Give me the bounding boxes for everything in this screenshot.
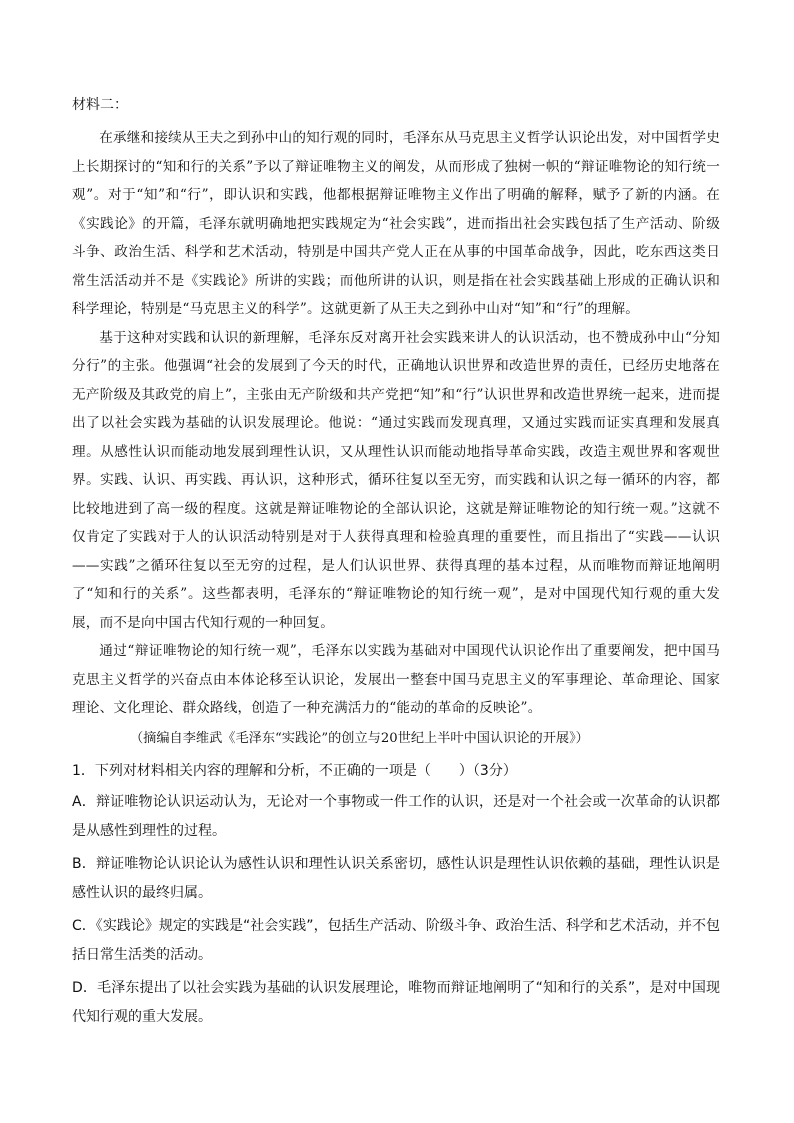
- question-stem: 1．下列对材料相关内容的理解和分析，不正确的一项是（ ）（3分）: [72, 762, 517, 779]
- source-citation: （摘编自李维武《毛泽东“实践论”的创立与20世纪上半叶中国认识论的开展》）: [130, 730, 589, 746]
- question-block: [72, 757, 720, 1032]
- option-c[interactable]: C．《实践论》规定的实践是“社会实践”，包括生产活动、阶级斗争、政治生活、科学和艺术活动，并不包括日常生活类的活动。: [72, 917, 720, 963]
- passage-paragraph-1: 在承继和接续从王夫之到孙中山的知行观的同时，毛泽东从马克思主义哲学认识论出发，对中国哲学史上长期探讨的“知和行的关系”予以了辩证唯物主义的阐发，从而形成了独树一帜的“辩证唯物论的知行统一观”。对于“知”和“行”，即认识和实践，他都根据辩证唯物主义作出了明确的解释，赋予了新的内涵。在《实践论》的开篇，毛泽东就明确地把实践规定为“社会实践”，进而指出社会实践包括了生产活动、阶级斗争、政治生活、科学和艺术活动，特别是中国共产党人正在从事的中国革命战争，因此，吃东西这类日常生活活动并不是《实践论》所讲的实践；而他所讲的认识，则是指在社会实践基础上形成的正确认识和科学理论，特别是“马克思主义的科学”。这就更新了从王夫之到孙中山对“知”和“行”的理解。: [72, 130, 720, 317]
- option-a[interactable]: A．辩证唯物论认识运动认为，无论对一个事物或一件工作的认识，还是对一个社会或一次革命的认识都是从感性到理性的过程。: [72, 793, 720, 839]
- option-d[interactable]: D．毛泽东提出了以社会实践为基础的认识发展理论，唯物而辩证地阐明了“知和行的关系”，是对中国现代知行观的重大发展。: [72, 979, 720, 1025]
- material-title: 材料二：: [72, 97, 128, 113]
- passage-paragraph-2: 基于这种对实践和认识的新理解，毛泽东反对离开社会实践来讲人的认识活动，也不赞成孙中山“分知分行”的主张。他强调“社会的发展到了今天的时代，正确地认识世界和改造世界的责任，已经历史地落在无产阶级及其政党的肩上”，主张由无产阶级和共产党把“知”和“行”认识世界和改造世界统一起来，进而提出了以社会实践为基础的认识发展理论。他说：“通过实践而发现真理，又通过实践而证实真理和发展真理。从感性认识而能动地发展到理性认识，又从理性认识而能动地指导革命实践，改造主观世界和客观世界。实践、认识、再实践、再认识，这种形式，循环往复以至无穷，而实践和认识之每一循环的内容，都比较地进到了高一级的程度。这就是辩证唯物论的全部认识论，这就是辩证唯物论的知行统一观。”这就不仅肯定了实践对于人的认识活动特别是对于人获得真理和检验真理的重要性，而且指出了“实践——认识——实践”之循环往复以至无穷的过程，是人们认识世界、获得真理的基本过程，从而唯物而辩证地阐明了“知和行的关系”。这些都表明，毛泽东的“辩证唯物论的知行统一观”，是对中国现代知行观的重大发展，而不是向中国古代知行观的一种回复。: [72, 329, 720, 631]
- passage-paragraph-3: 通过“辩证唯物论的知行统一观”，毛泽东以实践为基础对中国现代认识论作出了重要阐发，把中国马克思主义哲学的兴奋点由本体论移至认识论，发展出一整套中国马克思主义的军事理论、革命理论、国家理论、文化理论、群众路线，创造了一种充满活力的“能动的革命的反映论”。: [72, 643, 720, 716]
- passage: [72, 124, 720, 723]
- document-content: [72, 90, 720, 1036]
- option-b[interactable]: B．辩证唯物论认识论认为感性认识和理性认识关系密切，感性认识是理性认识依赖的基础，理性认识是感性认识的最终归属。: [72, 855, 720, 901]
